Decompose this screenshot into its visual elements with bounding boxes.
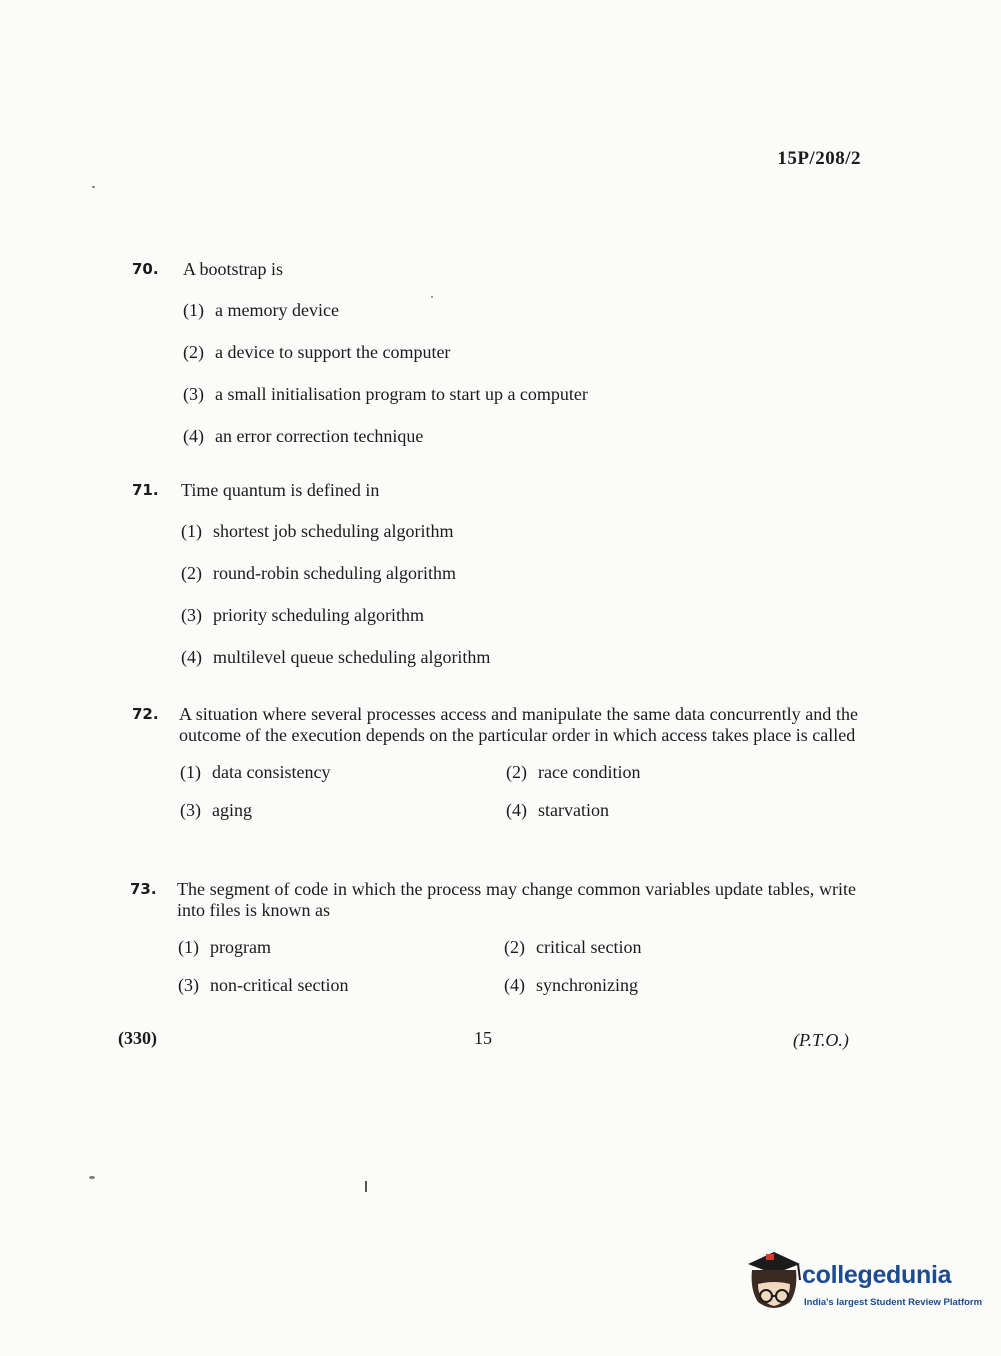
option-2: (2) race condition — [506, 762, 641, 782]
option-2: (2) round-robin scheduling algorithm — [181, 563, 456, 583]
option-1: (1) a memory device — [183, 300, 339, 320]
option-3: (3) priority scheduling algorithm — [181, 605, 424, 625]
option-4: (4) starvation — [506, 800, 609, 820]
option-2: (2) a device to support the computer — [183, 342, 451, 362]
question-73 — [130, 879, 856, 1013]
question-71 — [132, 480, 862, 689]
question-70 — [132, 259, 862, 468]
page-number: 15 — [474, 1028, 492, 1048]
option-3: (3) a small initialisation program to start up a computer — [183, 384, 588, 404]
question-number: 72. — [132, 705, 159, 723]
pto-note: (P.T.O.) — [793, 1030, 849, 1050]
scan-speck — [89, 1176, 95, 1179]
option-4: (4) synchronizing — [504, 975, 638, 995]
question-text: The segment of code in which the process may change common variables update tables, write into files is known as — [177, 879, 856, 920]
paper-series-code: (330) — [118, 1028, 157, 1048]
question-number: 73. — [130, 880, 157, 898]
option-1: (1) program — [178, 937, 271, 957]
brand-name: collegedunia — [802, 1261, 952, 1289]
scan-speck — [431, 296, 433, 298]
option-1: (1) data consistency — [180, 762, 331, 782]
collegedunia-watermark — [744, 1250, 983, 1316]
question-72 — [132, 704, 858, 838]
question-text: A bootstrap is — [183, 259, 284, 279]
option-2: (2) critical section — [504, 937, 642, 957]
scan-speck — [365, 1181, 367, 1192]
option-4: (4) multilevel queue scheduling algorithm — [181, 647, 491, 667]
option-1: (1) shortest job scheduling algorithm — [181, 521, 454, 541]
option-3: (3) non-critical section — [178, 975, 349, 995]
brand-tagline: India's largest Student Review Platform — [804, 1297, 983, 1308]
question-number: 70. — [132, 260, 159, 278]
question-text: Time quantum is defined in — [181, 480, 380, 500]
option-4: (4) an error correction technique — [183, 426, 424, 446]
mascot-icon — [744, 1250, 804, 1316]
question-text: A situation where several processes access and manipulate the same data concurrently and the outcome of the execution depends on the particular order in which access takes place is called — [179, 704, 858, 745]
option-3: (3) aging — [180, 800, 252, 820]
scan-speck — [92, 186, 95, 188]
paper-code: 15P/208/2 — [777, 148, 861, 169]
question-number: 71. — [132, 481, 159, 499]
